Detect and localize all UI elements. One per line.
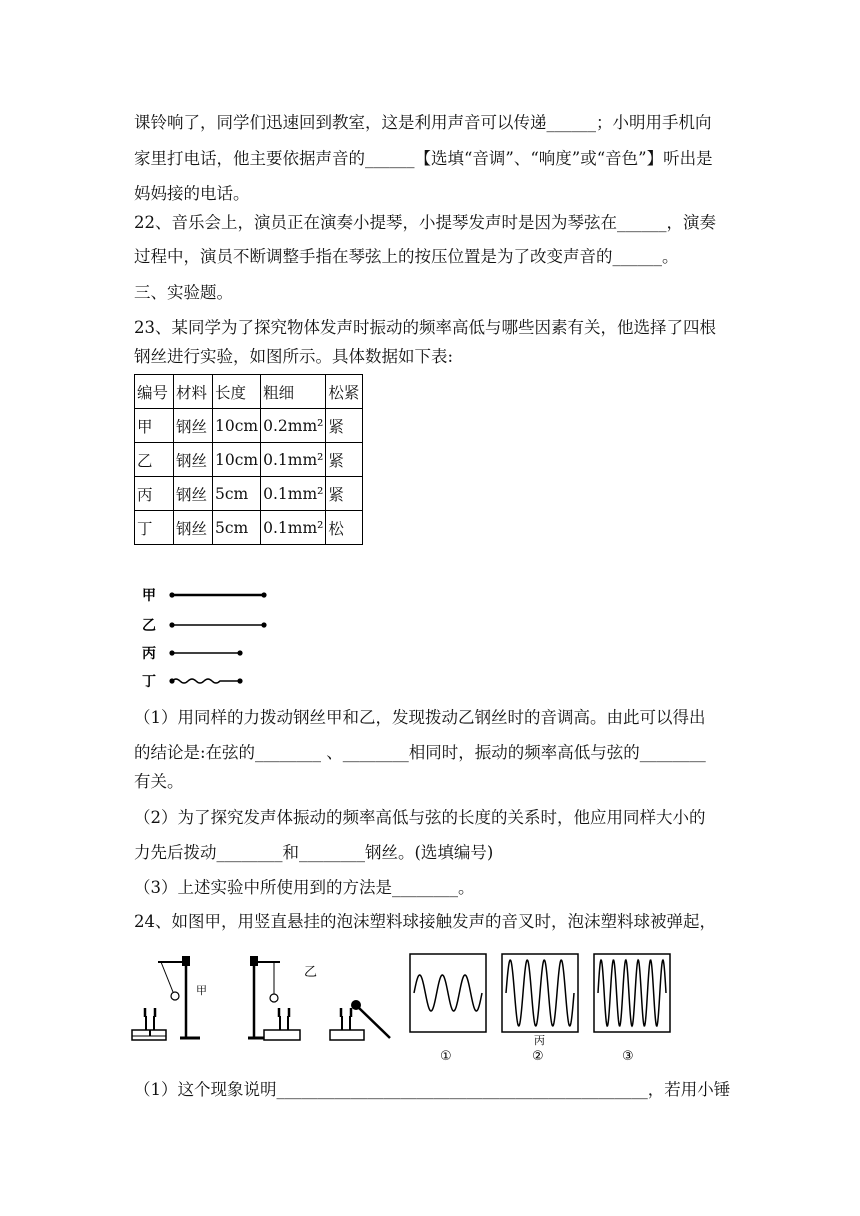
text-line-1: 课铃响了，同学们迅速回到教室，这是利用声音可以传递______；小明用手机向 <box>134 113 712 132</box>
text-line-q3: （3）上述实验中所使用到的方法是________。 <box>134 878 475 897</box>
text-line-q1a: （1）用同样的力拨动钢丝甲和乙，发现拨动乙钢丝时的音调高。由此可以得出 <box>134 708 706 727</box>
wire-ding <box>172 679 240 683</box>
table-row <box>135 511 363 545</box>
apparatus-yi <box>248 956 317 1040</box>
waveform-1 <box>410 954 486 1064</box>
table-cell: 丙 <box>135 477 174 511</box>
wire-end <box>169 622 174 627</box>
text-line-q2b: 力先后拨动________和________钢丝。(选填编号) <box>134 843 494 862</box>
table-cell: 0.2mm² <box>261 409 326 443</box>
apparatus-jia <box>132 956 207 1040</box>
wire-data-table <box>134 374 363 545</box>
table-cell: 10cm <box>213 409 261 443</box>
table-row <box>135 477 363 511</box>
table-cell: 5cm <box>213 511 261 545</box>
wire-label-jia: 甲 <box>142 588 156 604</box>
waveform-3 <box>594 954 670 1064</box>
text-line-4: 22、音乐会上，演员正在演奏小提琴，小提琴发声时是因为琴弦在______，演奏 <box>134 213 716 232</box>
text-line-24-q1: （1）这个现象说明_____________________________________________，若用小锤 <box>134 1080 731 1099</box>
table-cell: 紧 <box>326 443 363 477</box>
wire-label-yi: 乙 <box>142 618 156 634</box>
waveform-label-1: ① <box>440 1049 452 1064</box>
table-header-cell: 松紧 <box>326 375 363 409</box>
text-line-q1b: 的结论是:在弦的________ 、________相同时，振动的频率高低与弦的________ <box>134 743 706 762</box>
wire-label-ding: 丁 <box>142 674 156 690</box>
wire-end <box>169 650 174 655</box>
table-cell: 钢丝 <box>174 477 213 511</box>
table-cell: 丁 <box>135 511 174 545</box>
section-heading: 三、实验题。 <box>134 283 233 302</box>
tuning-fork-figure <box>128 950 688 1066</box>
figure-label-jia: 甲 <box>196 984 207 997</box>
table-cell: 10cm <box>213 443 261 477</box>
table-cell: 紧 <box>326 477 363 511</box>
table-cell: 5cm <box>213 477 261 511</box>
table-cell: 钢丝 <box>174 443 213 477</box>
text-line-3: 妈妈接的电话。 <box>134 184 250 203</box>
table-cell: 甲 <box>135 409 174 443</box>
table-header-cell: 长度 <box>213 375 261 409</box>
figure-label-yi: 乙 <box>304 965 318 980</box>
table-cell: 0.1mm² <box>261 443 326 477</box>
table-cell: 0.1mm² <box>261 477 326 511</box>
wire-end <box>169 678 174 683</box>
table-header-cell: 粗细 <box>261 375 326 409</box>
text-line-q2a: （2）为了探究发声体振动的频率高低与弦的长度的关系时，他应用同样大小的 <box>134 808 706 827</box>
wire-label-bing: 丙 <box>142 646 156 662</box>
steel-wires-diagram <box>142 584 282 690</box>
waveform-label-2: ② <box>532 1049 544 1064</box>
table-cell: 乙 <box>135 443 174 477</box>
figure-label-bing: 丙 <box>534 1034 545 1047</box>
table-header-cell: 编号 <box>135 375 174 409</box>
table-header-row <box>135 375 363 409</box>
wire-end <box>169 592 174 597</box>
text-line-24: 24、如图甲，用竖直悬挂的泡沫塑料球接触发声的音叉时，泡沫塑料球被弹起， <box>134 912 716 931</box>
wire-end <box>261 592 266 597</box>
text-line-7: 23、某同学为了探究物体发声时振动的频率高低与哪些因素有关，他选择了四根 <box>134 318 716 337</box>
table-row <box>135 443 363 477</box>
wire-end <box>237 650 242 655</box>
table-cell: 紧 <box>326 409 363 443</box>
table-header-cell: 材料 <box>174 375 213 409</box>
waveform-label-3: ③ <box>622 1049 634 1064</box>
waveform-2 <box>502 954 578 1064</box>
text-line-5: 过程中，演员不断调整手指在琴弦上的按压位置是为了改变声音的______。 <box>134 247 679 266</box>
table-cell: 0.1mm² <box>261 511 326 545</box>
wire-end <box>261 622 266 627</box>
hammer-and-fork <box>330 1000 390 1040</box>
table-cell: 钢丝 <box>174 409 213 443</box>
table-row <box>135 409 363 443</box>
text-line-2: 家里打电话，他主要依据声音的______【选填“音调”、“响度”或“音色”】听出是 <box>134 149 713 168</box>
wire-end <box>237 678 242 683</box>
table-cell: 松 <box>326 511 363 545</box>
text-line-8: 钢丝进行实验，如图所示。具体数据如下表: <box>134 347 454 366</box>
table-cell: 钢丝 <box>174 511 213 545</box>
text-line-q1c: 有关。 <box>134 772 184 791</box>
